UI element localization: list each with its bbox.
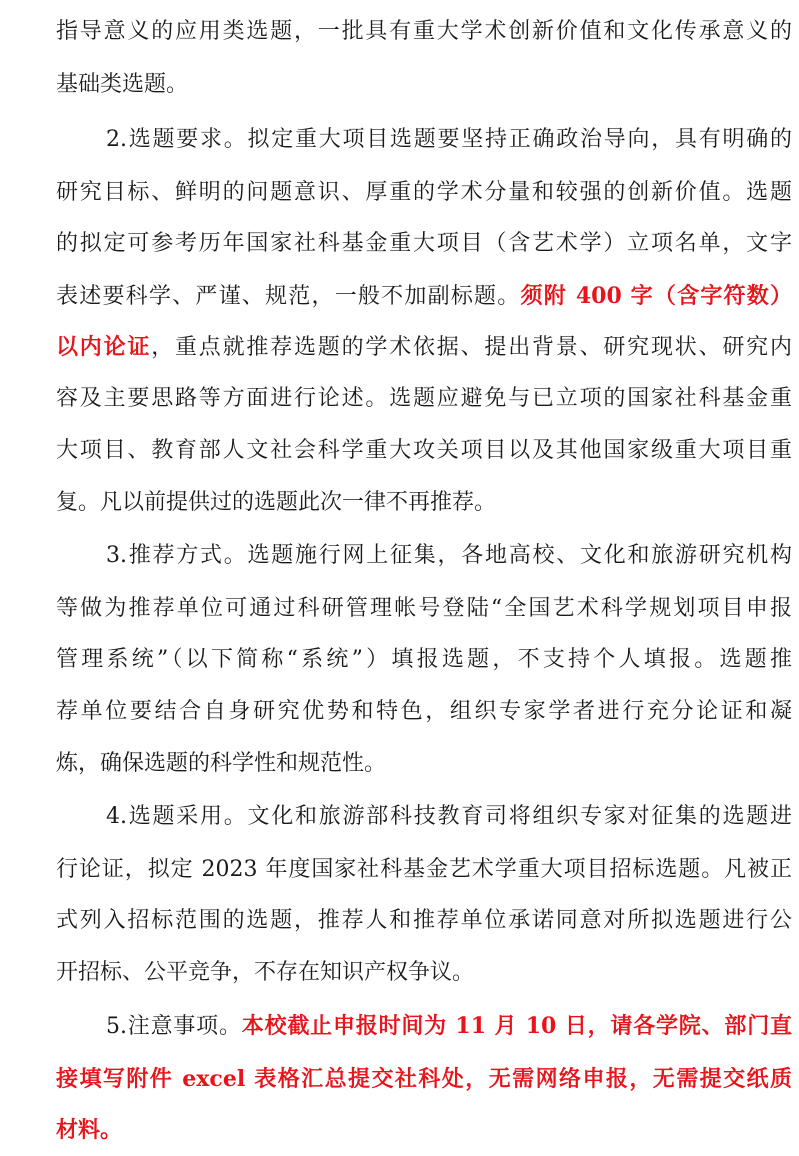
text-line — [56, 65, 792, 105]
line-text: 基础类选题。 — [56, 72, 189, 97]
text-line — [56, 901, 792, 941]
line-text: 3.推荐方式。选题施行网上征集，各地高校、文化和旅游研究机构 — [106, 543, 792, 568]
line-text: 5.注意事项。 — [106, 1014, 242, 1039]
line-text: 复。凡以前提供过的选题此次一律不再推荐。 — [56, 490, 497, 515]
line-text: 研究目标、鲜明的问题意识、厚重的学术分量和较强的创新价值。选题 — [56, 180, 792, 205]
line-text: 的拟定可参考历年国家社科基金重大项目（含艺术学）立项名单，文字 — [56, 231, 792, 256]
paragraph-heading-line — [56, 120, 792, 160]
line-text: 开招标、公平竞争，不存在知识产权争议。 — [56, 960, 475, 985]
text-line — [56, 276, 792, 316]
text-line — [56, 589, 792, 629]
highlighted-text: 须附 400 字（含字符数） — [520, 283, 792, 309]
paragraph-heading-line — [56, 797, 792, 837]
line-text: 炼，确保选题的科学性和规范性。 — [56, 751, 387, 776]
text-line — [56, 850, 792, 890]
paragraph-heading-line — [56, 1006, 792, 1046]
line-text: 大项目、教育部人文社会科学重大攻关项目以及其他国家级重大项目重 — [56, 438, 792, 463]
highlighted-text: 接填写附件 excel 表格汇总提交社科处，无需网络申报，无需提交纸质 — [56, 1066, 792, 1092]
paragraph-heading-line — [56, 536, 792, 576]
text-line — [56, 953, 792, 993]
text-line — [56, 12, 792, 52]
text-line — [56, 379, 792, 419]
line-text: 2.选题要求。拟定重大项目选题要坚持正确政治导向，具有明确的 — [106, 127, 792, 152]
line-text: 表述要科学、严谨、规范，一般不加副标题。 — [56, 284, 521, 309]
text-line — [56, 1059, 792, 1099]
line-text: 容及主要思路等方面进行论述。选题应避免与已立项的国家社科基金重 — [56, 386, 792, 411]
text-line — [56, 483, 792, 523]
line-text: 荐单位要结合自身研究优势和特色，组织专家学者进行充分论证和凝 — [56, 699, 792, 724]
line-text: 管理系统”（以下简称“系统”）填报选题，不支持个人填报。选题推 — [56, 647, 792, 672]
text-line — [56, 431, 792, 471]
line-text: 等做为推荐单位可通过科研管理帐号登陆“全国艺术科学规划项目申报 — [56, 596, 792, 621]
text-line — [56, 640, 792, 680]
line-text: 式列入招标范围的选题，推荐人和推荐单位承诺同意对所拟选题进行公 — [56, 908, 792, 933]
text-line — [56, 744, 792, 784]
highlighted-text: 本校截止申报时间为 11 月 10 日，请各学院、部门直 — [241, 1013, 792, 1039]
line-text: 4.选题采用。文化和旅游部科技教育司将组织专家对征集的选题进 — [106, 804, 792, 829]
line-text: 指导意义的应用类选题，一批具有重大学术创新价值和文化传承意义的 — [56, 19, 792, 44]
line-text: 行论证，拟定 2023 年度国家社科基金艺术学重大项目招标选题。凡被正 — [56, 857, 792, 882]
highlighted-text: 以内论证 — [56, 334, 152, 360]
line-text: ，重点就推荐选题的学术依据、提出背景、研究现状、研究内 — [151, 335, 792, 360]
text-line — [56, 224, 792, 264]
text-line — [56, 173, 792, 213]
text-line — [56, 1110, 792, 1150]
text-line — [56, 692, 792, 732]
text-line — [56, 327, 792, 367]
highlighted-text: 材料。 — [56, 1117, 123, 1143]
